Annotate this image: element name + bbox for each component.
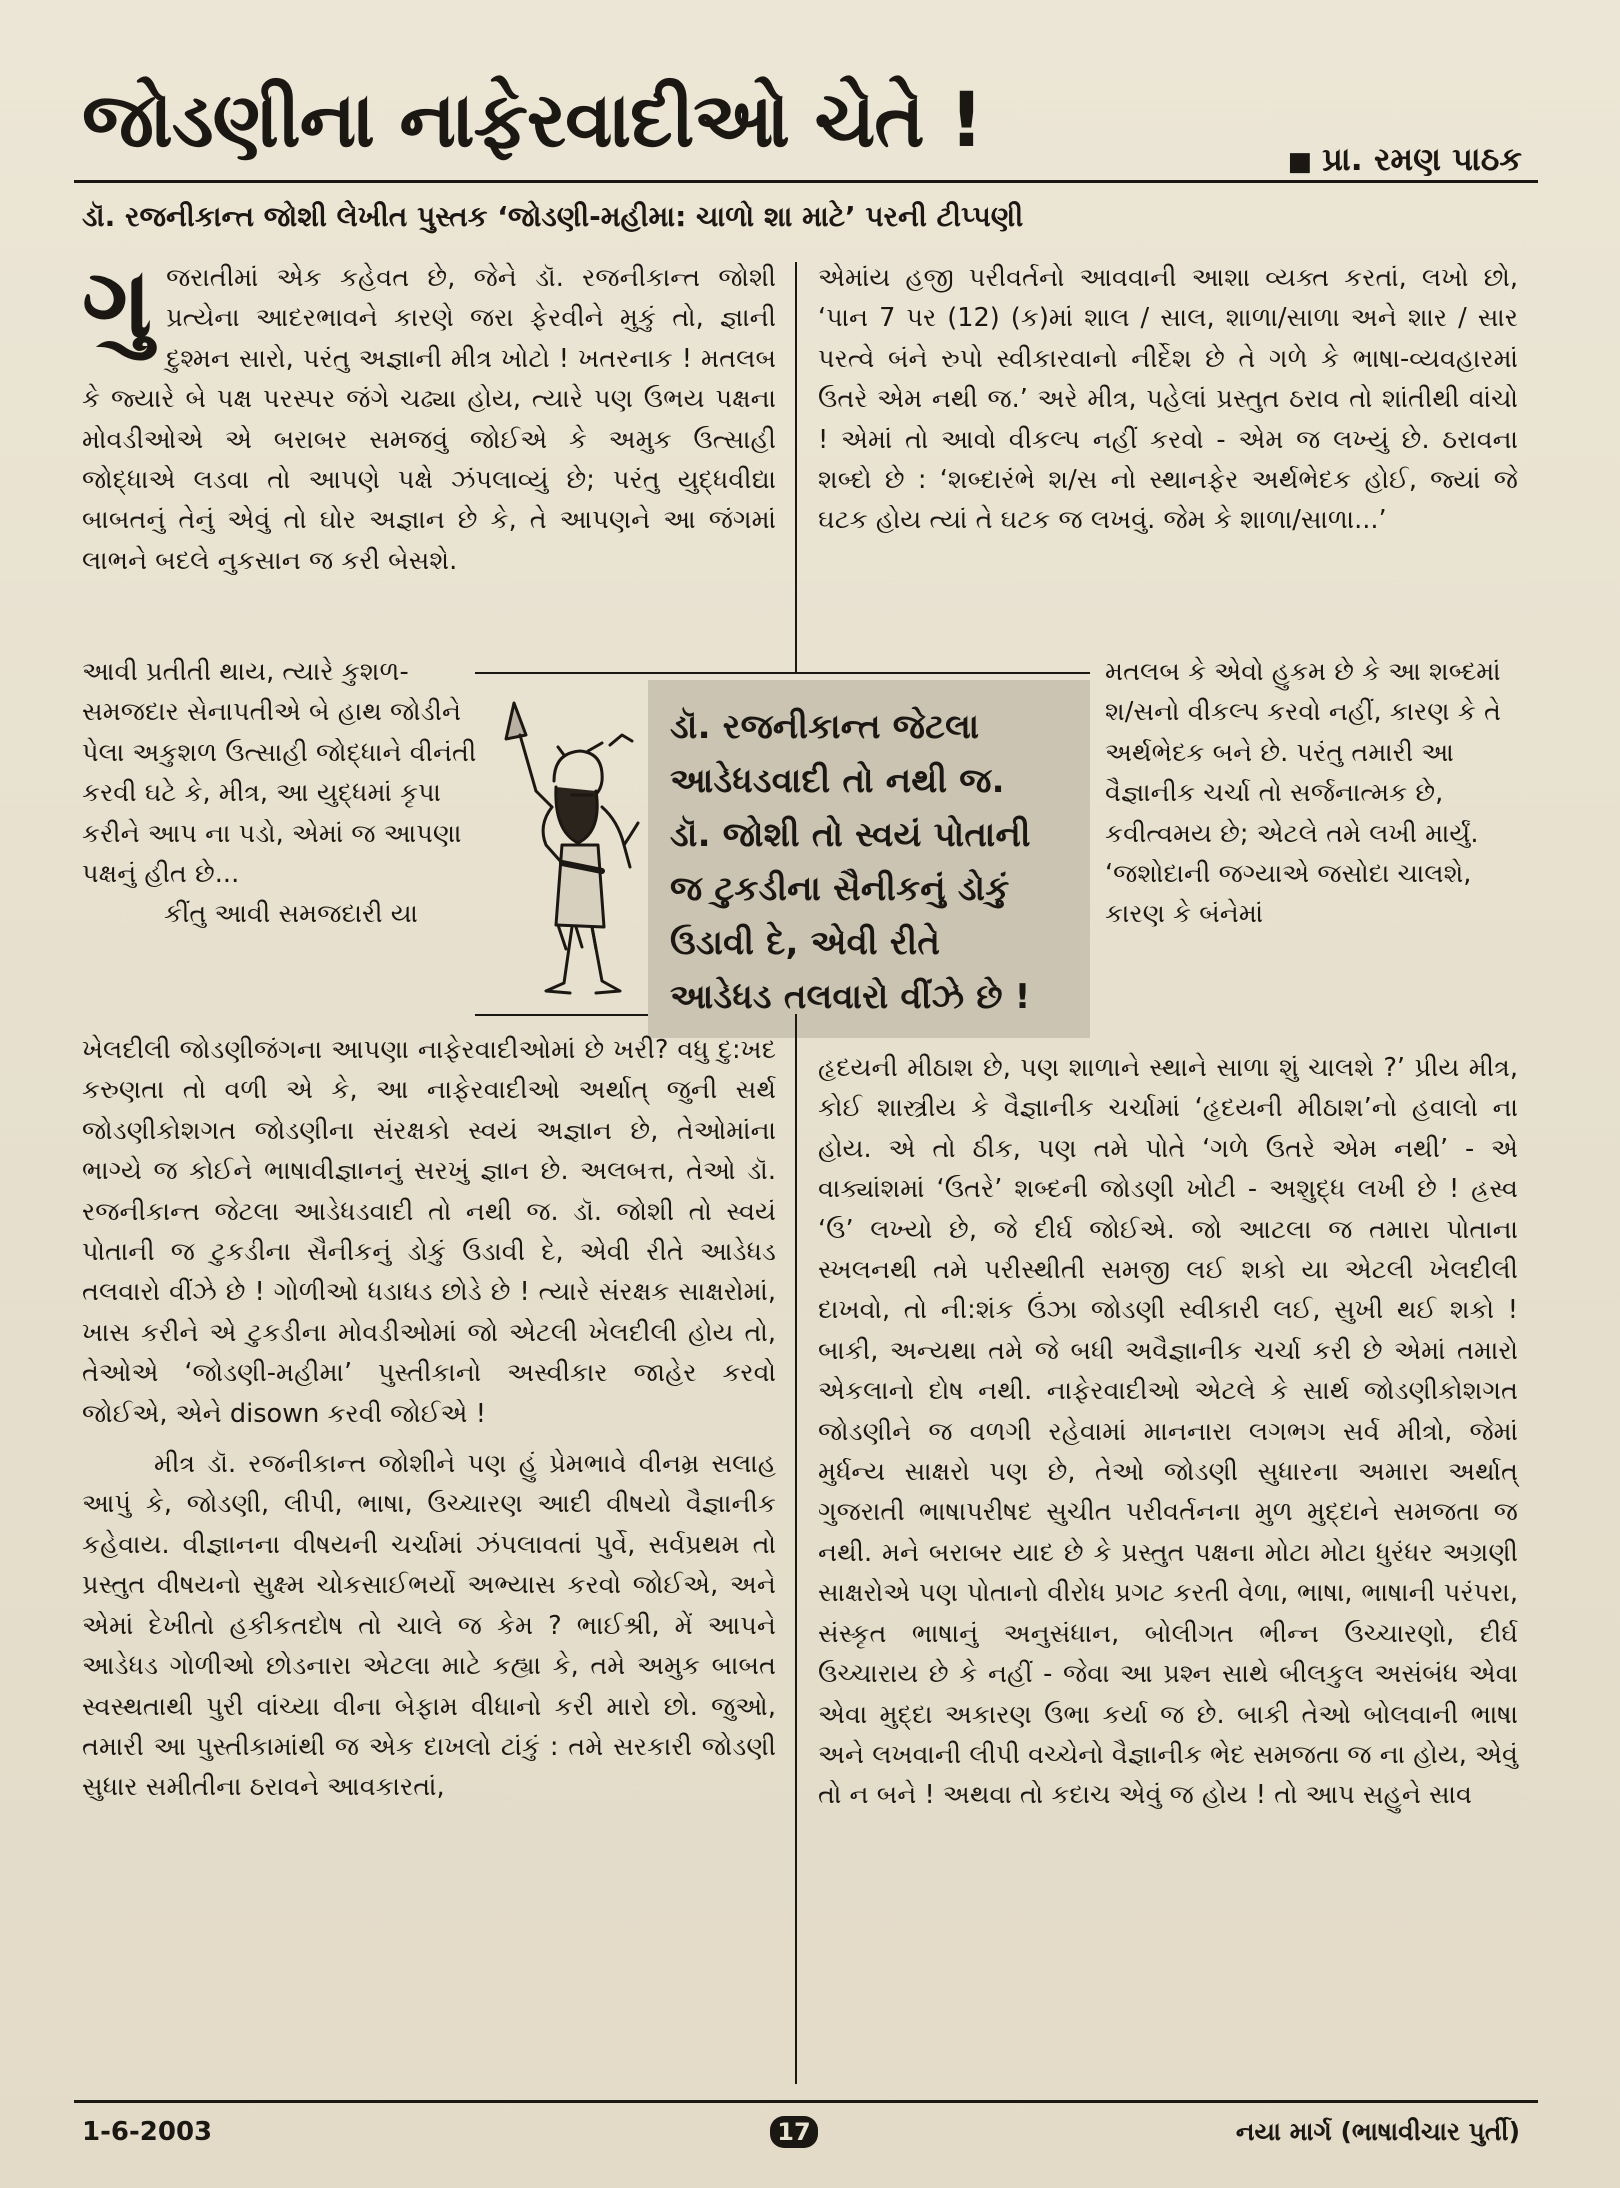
page-number: 17 (770, 2116, 818, 2148)
publication-name: નયા માર્ગ (ભાષાવીચાર પુર્તી) (1235, 2117, 1520, 2146)
article-title: જોડણીના નાફેરવાદીઓ ચેતે ! (82, 75, 983, 164)
side-paragraph-end: કીંતુ આવી સમજદારી યા (164, 899, 418, 930)
footer-rule (74, 2100, 1538, 2103)
drop-cap: ગુ (82, 247, 153, 359)
right-column-bottom (818, 1048, 1518, 1816)
opening-paragraph: જરાતીમાં એક કહેવત છે, જેને ડૉ. રજનીકાન્ત જોશી પ્રત્યેના આદરભાવને કારણે જરા ફેરવીને મુકું તો, જ્ઞાની દુશ્મન સારો, પરંતુ અજ્ઞાની મીત્ર ખોટો ! ખતરનાક ! મતલબ કે જ્યારે બે પક્ષ પરસ્પર જંગે ચઢ્યા હોય, ત્યારે પણ ઉભય પક્ષના મોવડીઓએ એ બરાબર સમજવું જોઈએ કે અમુક ઉત્સાહી જોદ્ધાએ લડવા તો આપણે પક્ષે ઝંપલાવ્યું છે; પરંતુ યુદ્ધવીદ્યા બાબતનું તેનું એવું તો ઘોર અજ્ઞાન છે કે, તે આપણને આ જંગમાં લાભને બદલે નુકસાન જ કરી બેસશે. (82, 263, 776, 576)
pullquote-line: ઉડાવી દે, એવી રીતે (670, 923, 941, 963)
title-rule (74, 180, 1538, 183)
body-paragraph: ખેલદીલી જોડણીજંગના આપણા નાફેરવાદીઓમાં છે ખરી? વધુ દુ:ખદ કરુણતા તો વળી એ કે, આ નાફેરવાદીઓ અર્થાત્ જુની સર્થ જોડણીકોશગત જોડણીના સંરક્ષકો સ્વયં અજ્ઞાન છે, તેઓમાંના ભાગ્યે જ કોઈને ભાષાવીજ્ઞાનનું સરખું જ્ઞાન છે. અલબત્ત, તેઓ ડૉ. રજનીકાન્ત જેટલા આડેધડવાદી તો નથી જ. ડૉ. જોશી તો સ્વયં પોતાની જ ટુકડીના સૈનીકનું ડોકું ઉડાવી દે, એવી રીતે આડેધડ તલવારો વીંઝે છે ! ગોળીઓ ધડાધડ છોડે છે ! ત્યારે સંરક્ષક સાક્ષરોમાં, ખાસ કરીને એ ટુકડીના મોવડીઓમાં જો એટલી ખેલદીલી હોય તો, તેઓએ ‘જોડણી-મહીમા’ પુસ્તીકાનો અસ્વીકાર જાહેર કરવો જોઈએ, એને disown કરવી જોઈએ ! (82, 1035, 777, 1429)
pullquote-top-rule (475, 672, 1090, 674)
left-column-top (82, 247, 776, 581)
column-divider (795, 1014, 797, 2084)
pullquote-line: જ ટુકડીના સૈનીકનું ડોકું (670, 869, 1010, 909)
body-paragraph: હૃદયની મીઠાશ છે, પણ શાળાને સ્થાને સાળા શું ચાલશે ?’ પ્રીય મીત્ર, કોઈ શાસ્ત્રીય કે વૈજ્ઞાનીક ચર્ચામાં ‘હૃદયની મીઠાશ’નો હવાલો ના હોય. એ તો ઠીક, પણ તમે પોતે ‘ગળે ઉતરે એમ નથી’ - એ વાક્યાંશમાં ‘ઉતરે’ શબ્દની જોડણી ખોટી - અશુદ્ધ લખી છે ! હ્રસ્વ ‘ઉ’ લખ્યો છે, જે દીર્ઘ જોઈએ. જો આટલા જ તમારા પોતાના સ્ખલનથી તમે પરીસ્થીતી સમજી લઈ શકો યા એટલી ખેલદીલી દાખવો, તો ની:શંક ઉંઝા જોડણી સ્વીકારી લઈ, સુખી થઈ શકો ! બાકી, અન્યથા તમે જે બધી અવૈજ્ઞાનીક ચર્ચા કરી છે એમાં તમારો એકલાનો દોષ નથી. નાફેરવાદીઓ એટલે કે સાર્થ જોડણીકોશગત જોડણીને જ વળગી રહેવામાં માનનારા લગભગ સર્વ મીત્રો, જેમાં મુર્ધન્ય સાક્ષરો પણ છે, તેઓ જોડણી સુધારના અમારા અર્થાત્ ગુજરાતી ભાષાપરીષદ સુચીત પરીવર્તનના મુળ મુદ્દાને સમજતા જ નથી. મને બરાબર યાદ છે કે પ્રસ્તુત પક્ષના મોટા મોટા ધુરંધર અગ્રણી સાક્ષરોએ પણ પોતાનો વીરોધ પ્રગટ કરતી વેળા, ભાષા, ભાષાની પરંપરા, સંસ્કૃત ભાષાનું અનુસંધાન, બોલીગત ભીન્ન ઉચ્ચારણો, દીર્ઘ ઉચ્ચારાય છે કે નહીં - જેવા આ પ્રશ્ન સાથે બીલકુલ અસંબંધ એવા એવા મુદ્દા અકારણ ઉભા કર્યા જ છે. બાકી તેઓ બોલવાની ભાષા અને લખવાની લીપી વચ્ચેનો વૈજ્ઞાનીક ભેદ સમજતા જ ના હોય, એવું તો ન બને ! અથવા તો કદાચ એવું જ હોય ! તો આપ સહુને સાવ (818, 1053, 1518, 1811)
right-column-top (818, 258, 1518, 541)
right-column-side (1105, 652, 1518, 935)
pullquote-line: ડૉ. જોશી તો સ્વયં પોતાની (670, 815, 1031, 855)
side-paragraph: આવી પ્રતીતી થાય, ત્યારે કુશળ-સમજદાર સેનાપતીએ બે હાથ જોડીને પેલા અકુશળ ઉત્સાહી જોદ્ધાને વીનંતી કરવી ઘટે કે, મીત્ર, આ યુદ્ધમાં કૃપા કરીને આપ ના પડો, એમાં જ આપણા પક્ષનું હીત છે... (82, 657, 477, 890)
square-bullet-icon: ■ (1287, 147, 1313, 177)
pullquote-box (648, 680, 1090, 1038)
issue-date: 1-6-2003 (82, 2117, 213, 2147)
warrior-illustration (492, 695, 642, 1000)
left-column-bottom (82, 1030, 776, 1808)
body-paragraph: એમાંય હજી પરીવર્તનો આવવાની આશા વ્યક્ત કરતાં, લખો છો, ‘પાન 7 પર (12) (ક)માં શાલ / સાલ, શાળા/સાળા અને શાર / સાર પરત્વે બંને રુપો સ્વીકારવાનો નીર્દેશ છે તે ગળે કે ભાષા-વ્યવહારમાં ઉતરે એમ નથી જ.’ અરે મીત્ર, પહેલાં પ્રસ્તુત ઠરાવ તો શાંતીથી વાંચો ! એમાં તો આવો વીકલ્પ નહીં કરવો - એમ જ લખ્યું છે. ઠરાવના શબ્દો છે : ‘શબ્દારંભે શ/સ નો સ્થાનફેર અર્થભેદક હોઈ, જ્યાં જે ઘટક હોય ત્યાં તે ઘટક જ લખવું. જેમ કે શાળા/સાળા...’ (818, 263, 1518, 536)
body-paragraph: મીત્ર ડૉ. રજનીકાન્ત જોશીને પણ હું પ્રેમભાવે વીનમ્ર સલાહ આપું કે, જોડણી, લીપી, ભાષા, ઉચ્ચારણ આદી વીષયો વૈજ્ઞાનીક કહેવાય. વીજ્ઞાનના વીષયની ચર્ચામાં ઝંપલાવતાં પુર્વે, સર્વપ્રથમ તો પ્રસ્તુત વીષયનો સુક્ષ્મ ચોકસાઈભર્યો અભ્યાસ કરવો જોઈએ, અને એમાં દેખીતો હકીકતદોષ તો ચાલે જ કેમ ? ભાઈશ્રી, મેં આપને આડેધડ ગોળીઓ છોડનારા એટલા માટે કહ્યા કે, તમે અમુક બાબત સ્વસ્થતાથી પુરી વાંચ્યા વીના બેફામ વીધાનો કરી મારો છો. જુઓ, તમારી આ પુસ્તીકામાંથી જ એક દાખલો ટાંકું : તમે સરકારી જોડણી સુધાર સમીતીના ઠરાવને આવકારતાં, (82, 1449, 776, 1803)
article-subtitle: ડૉ. રજનીકાન્ત જોશી લેખીત પુસ્તક ‘જોડણી-મહીમા: ચાળો શા માટે’ પરની ટીપ્પણી (82, 200, 1024, 233)
body-paragraph: મતલબ કે એવો હુકમ છે કે આ શબ્દમાં શ/સનો વીકલ્પ કરવો નહીં, કારણ કે તે અર્થભેદક બને છે. પરંતુ તમારી આ વૈજ્ઞાનીક ચર્ચા તો સર્જનાત્મક છે, કવીત્વમય છે; એટલે તમે લખી માર્યું. ‘જશોદાની જગ્યાએ જસોદા ચાલશે, કારણ કે બંનેમાં (1105, 657, 1501, 930)
pullquote-line: ડૉ. રજનીકાન્ત જેટલા (670, 707, 980, 747)
author-name: પ્રા. રમણ પાઠક (1322, 140, 1522, 178)
column-divider (795, 262, 797, 672)
pullquote-line: આડેધડવાદી તો નથી જ. (670, 761, 1005, 801)
author-byline (1288, 140, 1523, 179)
left-column-side (82, 652, 482, 935)
pullquote-line: આડેધડ તલવારો વીંઝે છે ! (670, 977, 1031, 1017)
